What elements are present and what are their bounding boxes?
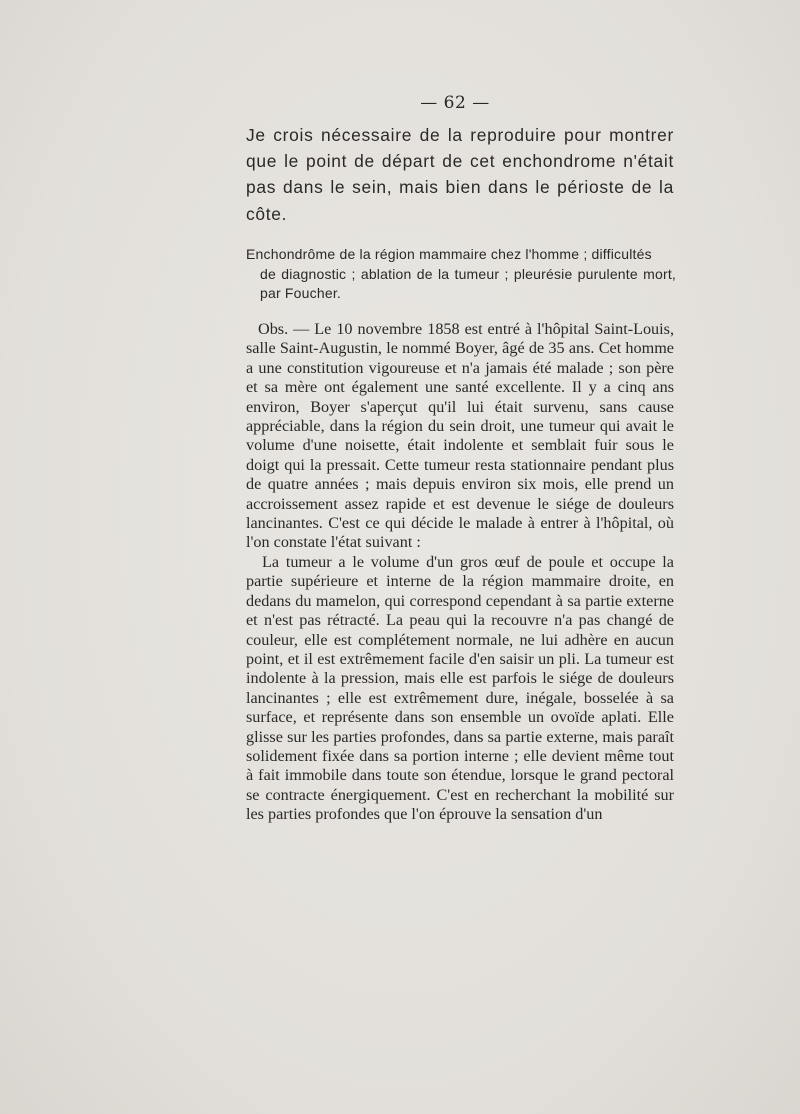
observation-paragraph-2: La tumeur a le volume d'un gros œuf de poule et occupe la partie supérieure et interne de la région mammaire droite, en dedans du mamelon, qui correspond cependant à sa partie externe et n'est pas rétracté. La peau qui la recouvre n'a pas changé de couleur, elle est complétement normale, ne lui adhère en aucun point, et il est extrêmement facile d'en saisir un pli. La tumeur est indolente à la pression, mais elle est parfois le siége de douleurs lancinantes ; elle est extrêmement dure, inégale, bosselée à sa surface, et représente dans son ensemble un ovoïde aplati. Elle glisse sur les parties profondes, dans sa partie externe, mais paraît solidement fixée dans sa portion interne ; elle devient même tout à fait immobile dans toute son étendue, lorsque le grand pectoral se contracte énergiquement. C'est en recherchant la mobilité sur les parties profondes que l'on éprouve la sensation d'un	[246, 552, 674, 824]
intro-paragraph: Je crois nécessaire de la reproduire pour montrer que le point de départ de cet enchondrome n'était pas dans le sein, mais bien dans le périoste de la côte.	[246, 125, 674, 224]
observation-heading	[246, 245, 676, 304]
observation-paragraph-1: Obs. — Le 10 novembre 1858 est entré à l'hôpital Saint-Louis, salle Saint-Augustin, le nommé Boyer, âgé de 35 ans. Cet homme a une constitution vigoureuse et n'a jamais été malade ; son père et sa mère ont également une santé excellente. Il y a cinq ans environ, Boyer s'aperçut qu'il lui était survenu, sans cause appréciable, dans la région du sein droit, une tumeur qui avait le volume d'une noisette, était indolente et semblait fuir sous le doigt qui la pressait. Cette tumeur resta stationnaire pendant plus de quatre années ; mais depuis environ six mois, elle prend un accroissement assez rapide et est devenue le siége de douleurs lancinantes. C'est ce qui décide le malade à entrer à l'hôpital, où l'on constate l'état suivant :	[246, 320, 674, 552]
observation-heading-line1: Enchondrôme de la région mammaire chez l'homme ; difficultés	[246, 246, 652, 262]
observation-heading-line2: de diagnostic ; ablation de la tumeur ; pleurésie purulente mort, par Foucher.	[260, 265, 676, 301]
observation-body	[246, 320, 674, 825]
page-number: — 62 —	[420, 93, 490, 113]
